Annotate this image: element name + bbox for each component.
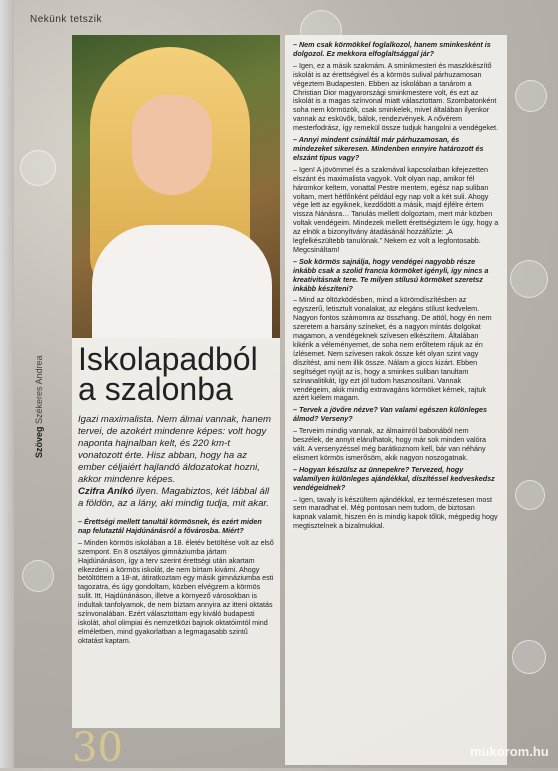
credit-label: Szöveg xyxy=(34,426,44,458)
intro-second xyxy=(78,486,274,510)
answer: – Terveim mindig vannak, az álmaimról babonából nem beszélek, de annyit elárulhatok, hogy már sok minden valóra vált. A versenyzéssel még barátkoznom kell, bár van néhány elismert körmös ismerősöm, akik nagyon noszogatnak. xyxy=(293,426,486,462)
intro-name: Czifra Anikó xyxy=(78,486,134,497)
article-intro xyxy=(78,414,274,510)
question: – Nem csak körmökkel foglalkozol, hanem sminkesként is dolgozol. Ez mekkora elfoglaltsággal jár? xyxy=(293,40,491,58)
question: – Hogyan készülsz az ünnepekre? Tervezed, hogy valamilyen különleges ajándékkal, díszítéssel kedveskedsz vendégeidnek? xyxy=(293,464,495,492)
portrait-face xyxy=(132,95,212,195)
answer: – Igen! A jövömmel és a szakmával kapcsolatban kifejezetten elszánt és maximalista vagyok. Volt olyan nap, amikor fél háromkor keltem, vonattal Pestre mentem, egész nap suliban voltam, mert hétfőnként például egy nap volt a két suli. Ahogy vége lett az egyiknek, kezdődött a másik, majd éjfélre értem vissza Nánásra… Tanulás mellett dolgoztam, mert már közben voltak vendégeim. Mindezek mellett érettségiztem le úgy, hogy a az elnök a bizonyítvány átadásánál hozzáfűzte: „A legfelkészültebb tanulónak.” Nekem ez volt a legfontosabb. Megcsináltam! xyxy=(293,164,499,254)
portrait-photo xyxy=(72,35,280,338)
answer: – Igen, ez a másik szakmám. A sminkmesteri és maszkkészítő iskolát is az érettségivel és a körmös sulival párhuzamosan végeztem Budapesten. Ebben az iskolában a tanárom a Christian Dior magyarországi sminkmestere volt, és ezt az iskolát is a magas színvonal miatt választottam. Szombatonként soha nem körmözök, csak sminkelek, mivel általában ilyenkor vannak az esküvők, bálok, rendezvények. A nővérem mesterfodrász, így remekül össze tudjuk hangolni a vendégeket. xyxy=(293,60,498,133)
bokeh-circle xyxy=(510,260,548,298)
page-gutter xyxy=(0,0,14,768)
page-number: 30 xyxy=(72,725,123,771)
bokeh-circle xyxy=(512,640,546,674)
intro-text: Igazi maximalista. Nem álmai vannak, hanem tervei, de azokért mindenre képes: volt hogy naponta hajnalban kelt, és 220 km-t vonatozott érte. Hisz abban, hogy ha az ember céljaiért hajlandó áldozatokat hozni, akkor mindenre képes. xyxy=(78,414,272,485)
bokeh-circle xyxy=(20,150,56,186)
intro-rest: ilyen. Magabiztos, két lábbal áll a földön, az a lány, aki mindig tudja, mit akar. xyxy=(78,486,270,509)
answer: – Igen, tavaly is készültem ajándékkal, ez természetesen most sem maradhat el. Még pontosan nem tudom, de biztosan kapnak valamit, hiszen én is mindig kapok tőlük, mégpedig hogy megtisztelnek a bizalmukkal. xyxy=(293,494,498,531)
bokeh-circle xyxy=(515,480,545,510)
left-column xyxy=(72,338,280,728)
answer: – Mind az öltözködésben, mind a körömdíszítésben az egyszerű, letisztult vonalakat, az elegáns stílust kedvelem. Nagyon fontos számomra az összhang. De attól, hogy én nem szeretem a harsány színeket, és a nagyon míntás dolgokat magamon, a vendégeknek szívesen elkészítem. Általában kikérik a véleményemet, de soha nem erőltetem rájuk az én ízlésemet. Nem szívesen rakok össze két olyan szint vagy díszítést, ami nem illik össze. Nálam a giccs kizárt. Ebben segítséget nyújt az is, hogy a sminkes suliban tanultam színanalitikát, így ezt jól tudom hasznosítani. Vannak vendégeim, akik mindig extravagáns körmöket kérnek, rajtuk azért kiélem magam. xyxy=(293,295,492,403)
question: – Sok körmös sajnálja, hogy vendégei nagyobb része inkább csak a szolid francia körmöket igényli, így nincs a kreativitásnak tere. Te milyen stílusú körmöket szeretsz inkább készíteni? xyxy=(293,256,489,293)
question: – Tervek a jövőre nézve? Van valami egészen különleges álmod? Verseny? xyxy=(293,405,488,424)
article-title xyxy=(78,341,274,407)
question: – Érettségi mellett tanultál körmösnek, és ezért miden nap felutaztál Hajdúnánásról a fővárosba. Miért? xyxy=(78,517,262,535)
right-column xyxy=(285,35,507,765)
section-header: Nekünk tetszik xyxy=(30,14,103,25)
bokeh-circle xyxy=(22,560,54,592)
bokeh-circle xyxy=(515,80,547,112)
title-line-1: Iskolapadból xyxy=(78,341,258,377)
author-credit xyxy=(34,318,44,458)
question: – Annyi mindent csináltál már párhuzamosan, és mindezeket sikeresen. Mindenben ennyire határozott és elszánt tipus vagy? xyxy=(293,135,484,162)
left-body xyxy=(78,518,274,646)
title-line-2: a szalonba xyxy=(78,371,233,407)
watermark: mukorom.hu xyxy=(470,744,549,759)
answer: – Minden körmös iskolában a 18. életév betöltése volt az első szempont. En 8 osztályos gimnáziumba jártam Hajdúnánáson, így a terv szerint érettségi után akartam elkezdeni a körmös iskolát, de nem bírtam kivárni. Ahogy betöltöttem a 18-at, átiratkoztam egy másik gimnáziumba esti tagozatra, és úgy gondoltam, közben elvégzem a körmös sulit. Itt, Hajdúnánáson, illetve a környező városokban is indultak tanfolyamok, de nem bíztam annyira az itteni oktatás színvonalában. Ezért választottam egy kiváló budapesti iskolát, ahol olimpiai és nemzetközi bajnok oktatóimtól mind elméletben, mind gyakorlatban a legmagasabb szintű oktatást kaptam. xyxy=(78,537,274,645)
credit-author: Székeres Andrea xyxy=(34,355,44,424)
portrait-blouse xyxy=(92,225,272,338)
